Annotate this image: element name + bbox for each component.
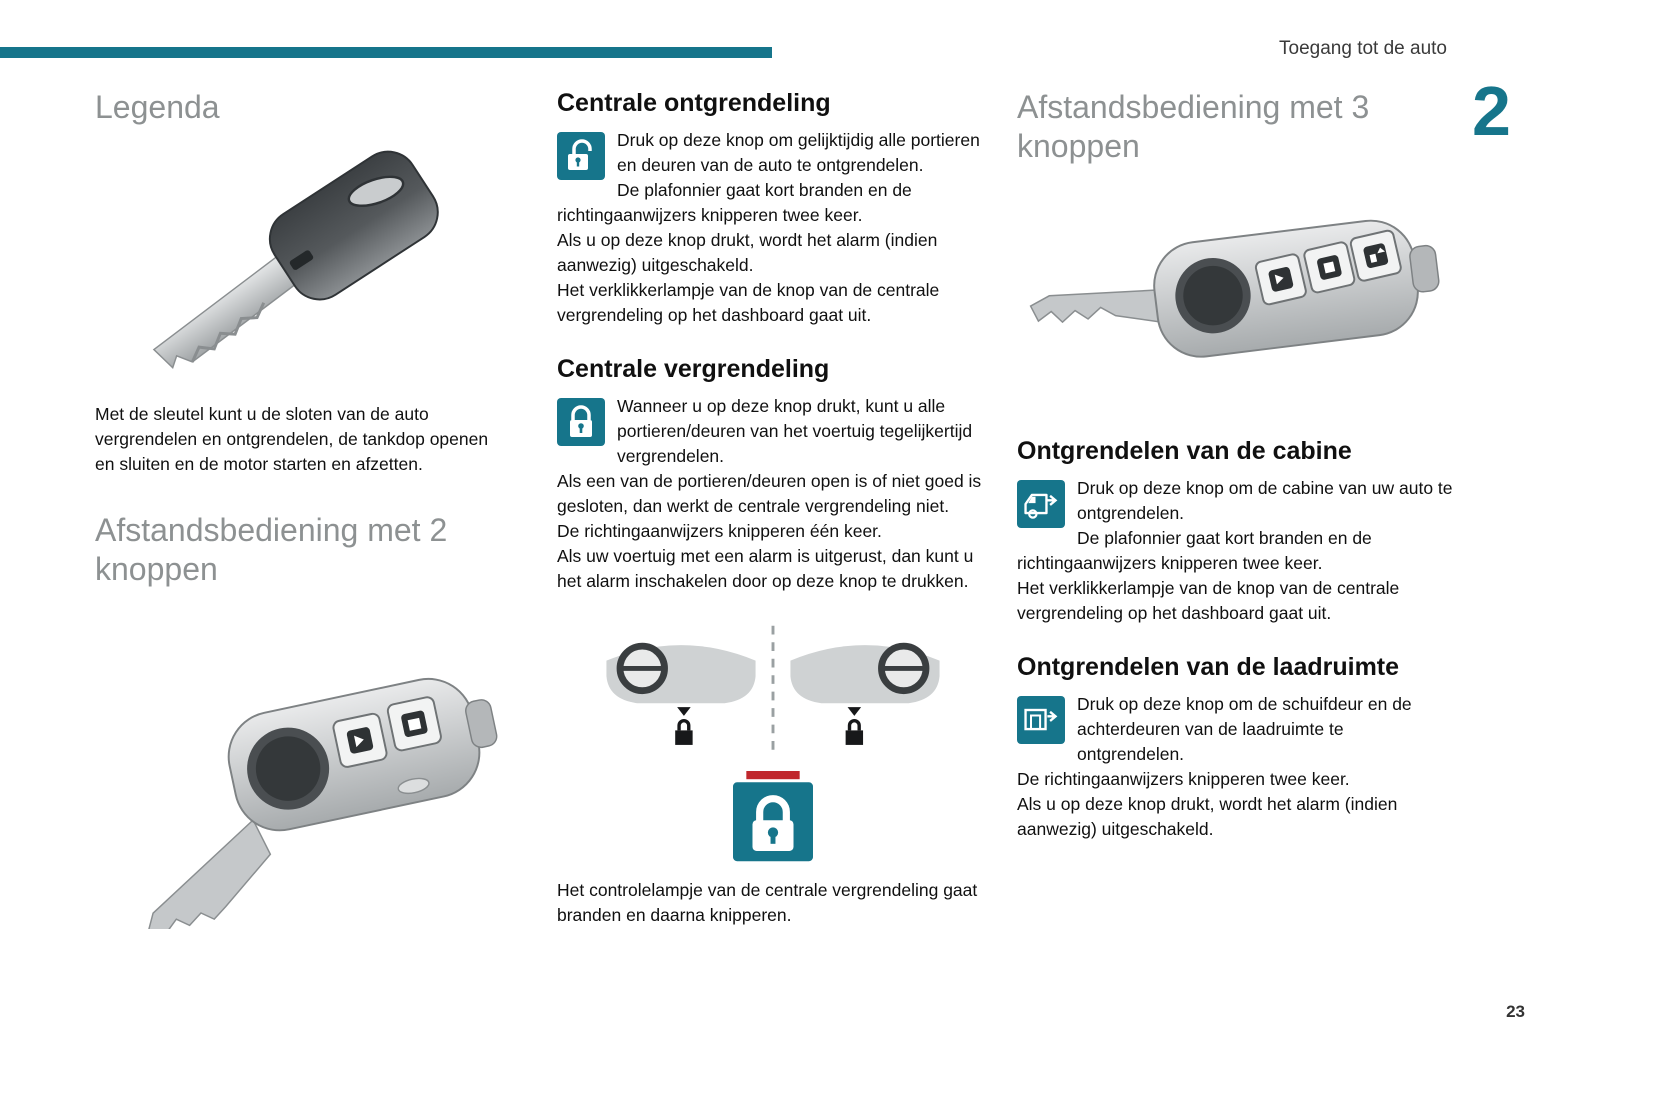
central-lock-p3: De richtingaanwijzers knipperen één keer.	[557, 521, 882, 541]
section-cabin-unlock	[1017, 436, 1453, 626]
lock-button-icon	[557, 398, 605, 446]
page-number: 23	[1506, 1002, 1525, 1021]
remote2-unlock-button	[332, 713, 388, 769]
unlock-button-icon	[557, 132, 605, 180]
cabin-unlock-title: Ontgrendelen van de cabine	[1017, 436, 1352, 465]
central-lock-p4: Als uw voertuig met een alarm is uitgerust, dan kunt u het alarm inschakelen door op deze knop te drukken.	[557, 546, 974, 591]
cargo-unlock-p1: Druk op deze knop om de schuifdeur en de achterdeuren van de laadruimte te ontgrendelen.	[1077, 693, 1412, 764]
central-unlock-p1: Druk op deze knop om gelijktijdig alle portieren en deuren van de auto te ontgrendelen.	[617, 130, 980, 175]
central-lock-title: Centrale vergrendeling	[557, 355, 830, 383]
central-lock-p1: Wanneer u op deze knop drukt, kunt u alle portieren/deuren van het voertuig tegelijkertijd vergrendelen.	[617, 396, 973, 466]
cargo-unlock-button-icon	[1017, 696, 1065, 744]
central-unlock-p4: Het verklikkerlampje van de knop van de centrale vergrendeling op het dashboard gaat uit.	[557, 280, 940, 325]
remote-key-3-buttons-illustration	[1017, 182, 1453, 410]
chapter-header-label: Toegang tot de auto	[1279, 38, 1447, 59]
header-accent-bar	[0, 47, 772, 58]
remote3-cargo-unlock-button	[1350, 230, 1402, 282]
cargo-unlock-p3: Als u op deze knop drukt, wordt het alarm (indien aanwezig) uitgeschakeld.	[1017, 793, 1398, 839]
left-column	[95, 88, 507, 929]
key-caption: Met de sleutel kunt u de sloten van de auto vergrendelen en ontgrendelen, de tankdop openen en sluiten en de motor starten en afzetten.	[95, 404, 489, 475]
central-unlock-title: Centrale ontgrendeling	[557, 89, 831, 117]
central-lock-caption: Het controlelampje van de centrale vergrendeling gaat branden en daarna knipperen.	[557, 879, 978, 925]
remote3-cabin-unlock-button	[1255, 253, 1307, 305]
central-unlock-p3: Als u op deze knop drukt, wordt het alarm (indien aanwezig) uitgeschakeld.	[557, 230, 938, 275]
central-unlock-p2: De plafonnier gaat kort branden en de richtingaanwijzers knipperen twee keer.	[557, 180, 912, 225]
section-central-unlock	[557, 88, 989, 328]
remote3-lock-button	[1303, 241, 1355, 293]
cabin-unlock-button-icon	[1017, 480, 1065, 528]
remote-key-2-buttons-illustration	[85, 607, 505, 929]
legend-title: Legenda	[95, 89, 220, 125]
section-cargo-unlock	[1017, 652, 1453, 842]
middle-column	[557, 88, 989, 928]
simple-key-illustration	[103, 141, 495, 386]
lock-pictogram-right	[846, 707, 863, 745]
remote3-title: Afstandsbediening met 3 knoppen	[1017, 89, 1370, 165]
cargo-unlock-title: Ontgrendelen van de laadruimte	[1017, 652, 1400, 681]
section-central-lock	[557, 354, 989, 928]
remote2-title: Afstandsbediening met 2 knoppen	[95, 512, 448, 588]
central-lock-p2: Als een van de portieren/deuren open is of niet goed is gesloten, dan werkt de centrale vergrendeling niet.	[557, 471, 982, 516]
dashboard-lock-illustration	[589, 620, 957, 765]
lock-pictogram-left	[675, 707, 692, 745]
cabin-unlock-p2: De plafonnier gaat kort branden en de richtingaanwijzers knipperen twee keer.	[1017, 527, 1372, 573]
central-locking-indicator-icon	[733, 771, 813, 861]
chapter-number: 2	[1472, 72, 1511, 150]
right-column	[1017, 88, 1453, 842]
cabin-unlock-p3: Het verklikkerlampje van de knop van de centrale vergrendeling op het dashboard gaat uit.	[1017, 577, 1400, 623]
cabin-unlock-p1: Druk op deze knop om de cabine van uw auto te ontgrendelen.	[1077, 477, 1453, 523]
remote2-lock-button	[387, 696, 443, 752]
cargo-unlock-p2: De richtingaanwijzers knipperen twee keer.	[1017, 768, 1350, 789]
